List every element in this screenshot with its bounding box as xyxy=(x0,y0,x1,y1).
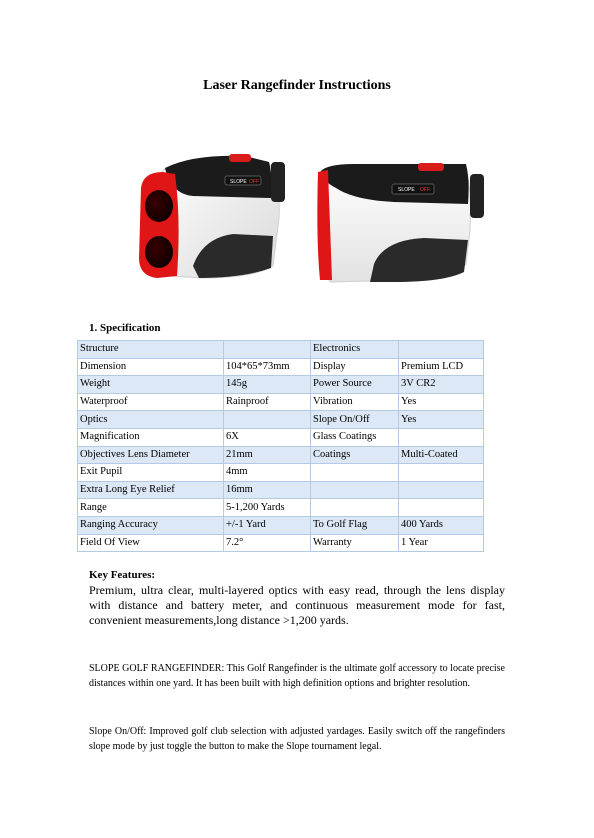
table-cell: To Golf Flag xyxy=(311,516,399,534)
table-cell: Waterproof xyxy=(78,393,224,411)
table-row xyxy=(78,358,484,376)
page-title: Laser Rangefinder Instructions xyxy=(203,78,391,93)
table-cell: Range xyxy=(78,499,224,517)
table-cell: Objectives Lens Diameter xyxy=(78,446,224,464)
table-cell: 3V CR2 xyxy=(399,376,484,394)
table-cell: Vibration xyxy=(311,393,399,411)
specification-table xyxy=(77,340,484,552)
specification-heading: 1. Specification xyxy=(89,322,161,334)
table-row xyxy=(78,481,484,499)
key-features-text: Premium, ultra clear, multi-layered optics with easy read, through the lens display with distance and battery meter, and continuous measurement mode for fast, convenient measurements,long distance >1,200 yards. xyxy=(89,583,505,627)
key-features-heading: Key Features: xyxy=(89,569,156,581)
table-cell: Yes xyxy=(399,411,484,429)
table-cell: Power Source xyxy=(311,376,399,394)
table-cell xyxy=(224,341,311,359)
table-cell: Glass Coatings xyxy=(311,428,399,446)
table-cell xyxy=(399,499,484,517)
table-cell: 1 Year xyxy=(399,534,484,552)
table-cell: +/-1 Yard xyxy=(224,516,311,534)
table-cell: Structure xyxy=(78,341,224,359)
table-cell: 6X xyxy=(224,428,311,446)
off-label: OFF xyxy=(249,179,259,185)
table-cell: Premium LCD xyxy=(399,358,484,376)
table-cell xyxy=(399,428,484,446)
table-cell xyxy=(399,464,484,482)
table-cell xyxy=(311,499,399,517)
table-cell: 5-1,200 Yards xyxy=(224,499,311,517)
table-cell xyxy=(399,481,484,499)
table-cell: Optics xyxy=(78,411,224,429)
table-row xyxy=(78,341,484,359)
table-cell: 400 Yards xyxy=(399,516,484,534)
table-cell: 104*65*73mm xyxy=(224,358,311,376)
table-cell: Magnification xyxy=(78,428,224,446)
table-cell: Display xyxy=(311,358,399,376)
slope-onoff-paragraph: Slope On/Off: Improved golf club selection with adjusted yardages. Easily switch off the rangefinders slope mode by just toggle the button to make the Slope tournament legal. xyxy=(89,726,505,752)
table-row xyxy=(78,499,484,517)
table-cell: 16mm xyxy=(224,481,311,499)
table-cell xyxy=(311,481,399,499)
table-row xyxy=(78,516,484,534)
slope-label: SLOPE xyxy=(398,187,415,193)
table-cell: Slope On/Off xyxy=(311,411,399,429)
table-row xyxy=(78,428,484,446)
table-cell: Ranging Accuracy xyxy=(78,516,224,534)
table-cell: Multi-Coated xyxy=(399,446,484,464)
table-cell: Extra Long Eye Relief xyxy=(78,481,224,499)
table-cell: Electronics xyxy=(311,341,399,359)
table-cell: Coatings xyxy=(311,446,399,464)
table-cell: 145g xyxy=(224,376,311,394)
table-row xyxy=(78,446,484,464)
table-row xyxy=(78,393,484,411)
table-cell: 21mm xyxy=(224,446,311,464)
table-cell: 7.2° xyxy=(224,534,311,552)
rangefinder-front-photo xyxy=(133,148,293,283)
table-cell: Warranty xyxy=(311,534,399,552)
table-cell xyxy=(224,411,311,429)
table-row xyxy=(78,376,484,394)
table-cell: Weight xyxy=(78,376,224,394)
table-row xyxy=(78,464,484,482)
table-cell: Rainproof xyxy=(224,393,311,411)
table-row xyxy=(78,534,484,552)
table-cell: Field Of View xyxy=(78,534,224,552)
table-row xyxy=(78,411,484,429)
table-cell: 4mm xyxy=(224,464,311,482)
table-cell xyxy=(311,464,399,482)
table-cell xyxy=(399,341,484,359)
off-label: OFF xyxy=(420,187,430,193)
rangefinder-side-photo xyxy=(314,160,486,284)
slope-golf-paragraph: SLOPE GOLF RANGEFINDER: This Golf Rangefinder is the ultimate golf accessory to locate precise distances within one yard. It has been built with high definition options and brighter resolution. xyxy=(89,663,505,689)
table-cell: Yes xyxy=(399,393,484,411)
table-cell: Exit Pupil xyxy=(78,464,224,482)
slope-label: SLOPE xyxy=(230,179,247,185)
table-cell: Dimension xyxy=(78,358,224,376)
